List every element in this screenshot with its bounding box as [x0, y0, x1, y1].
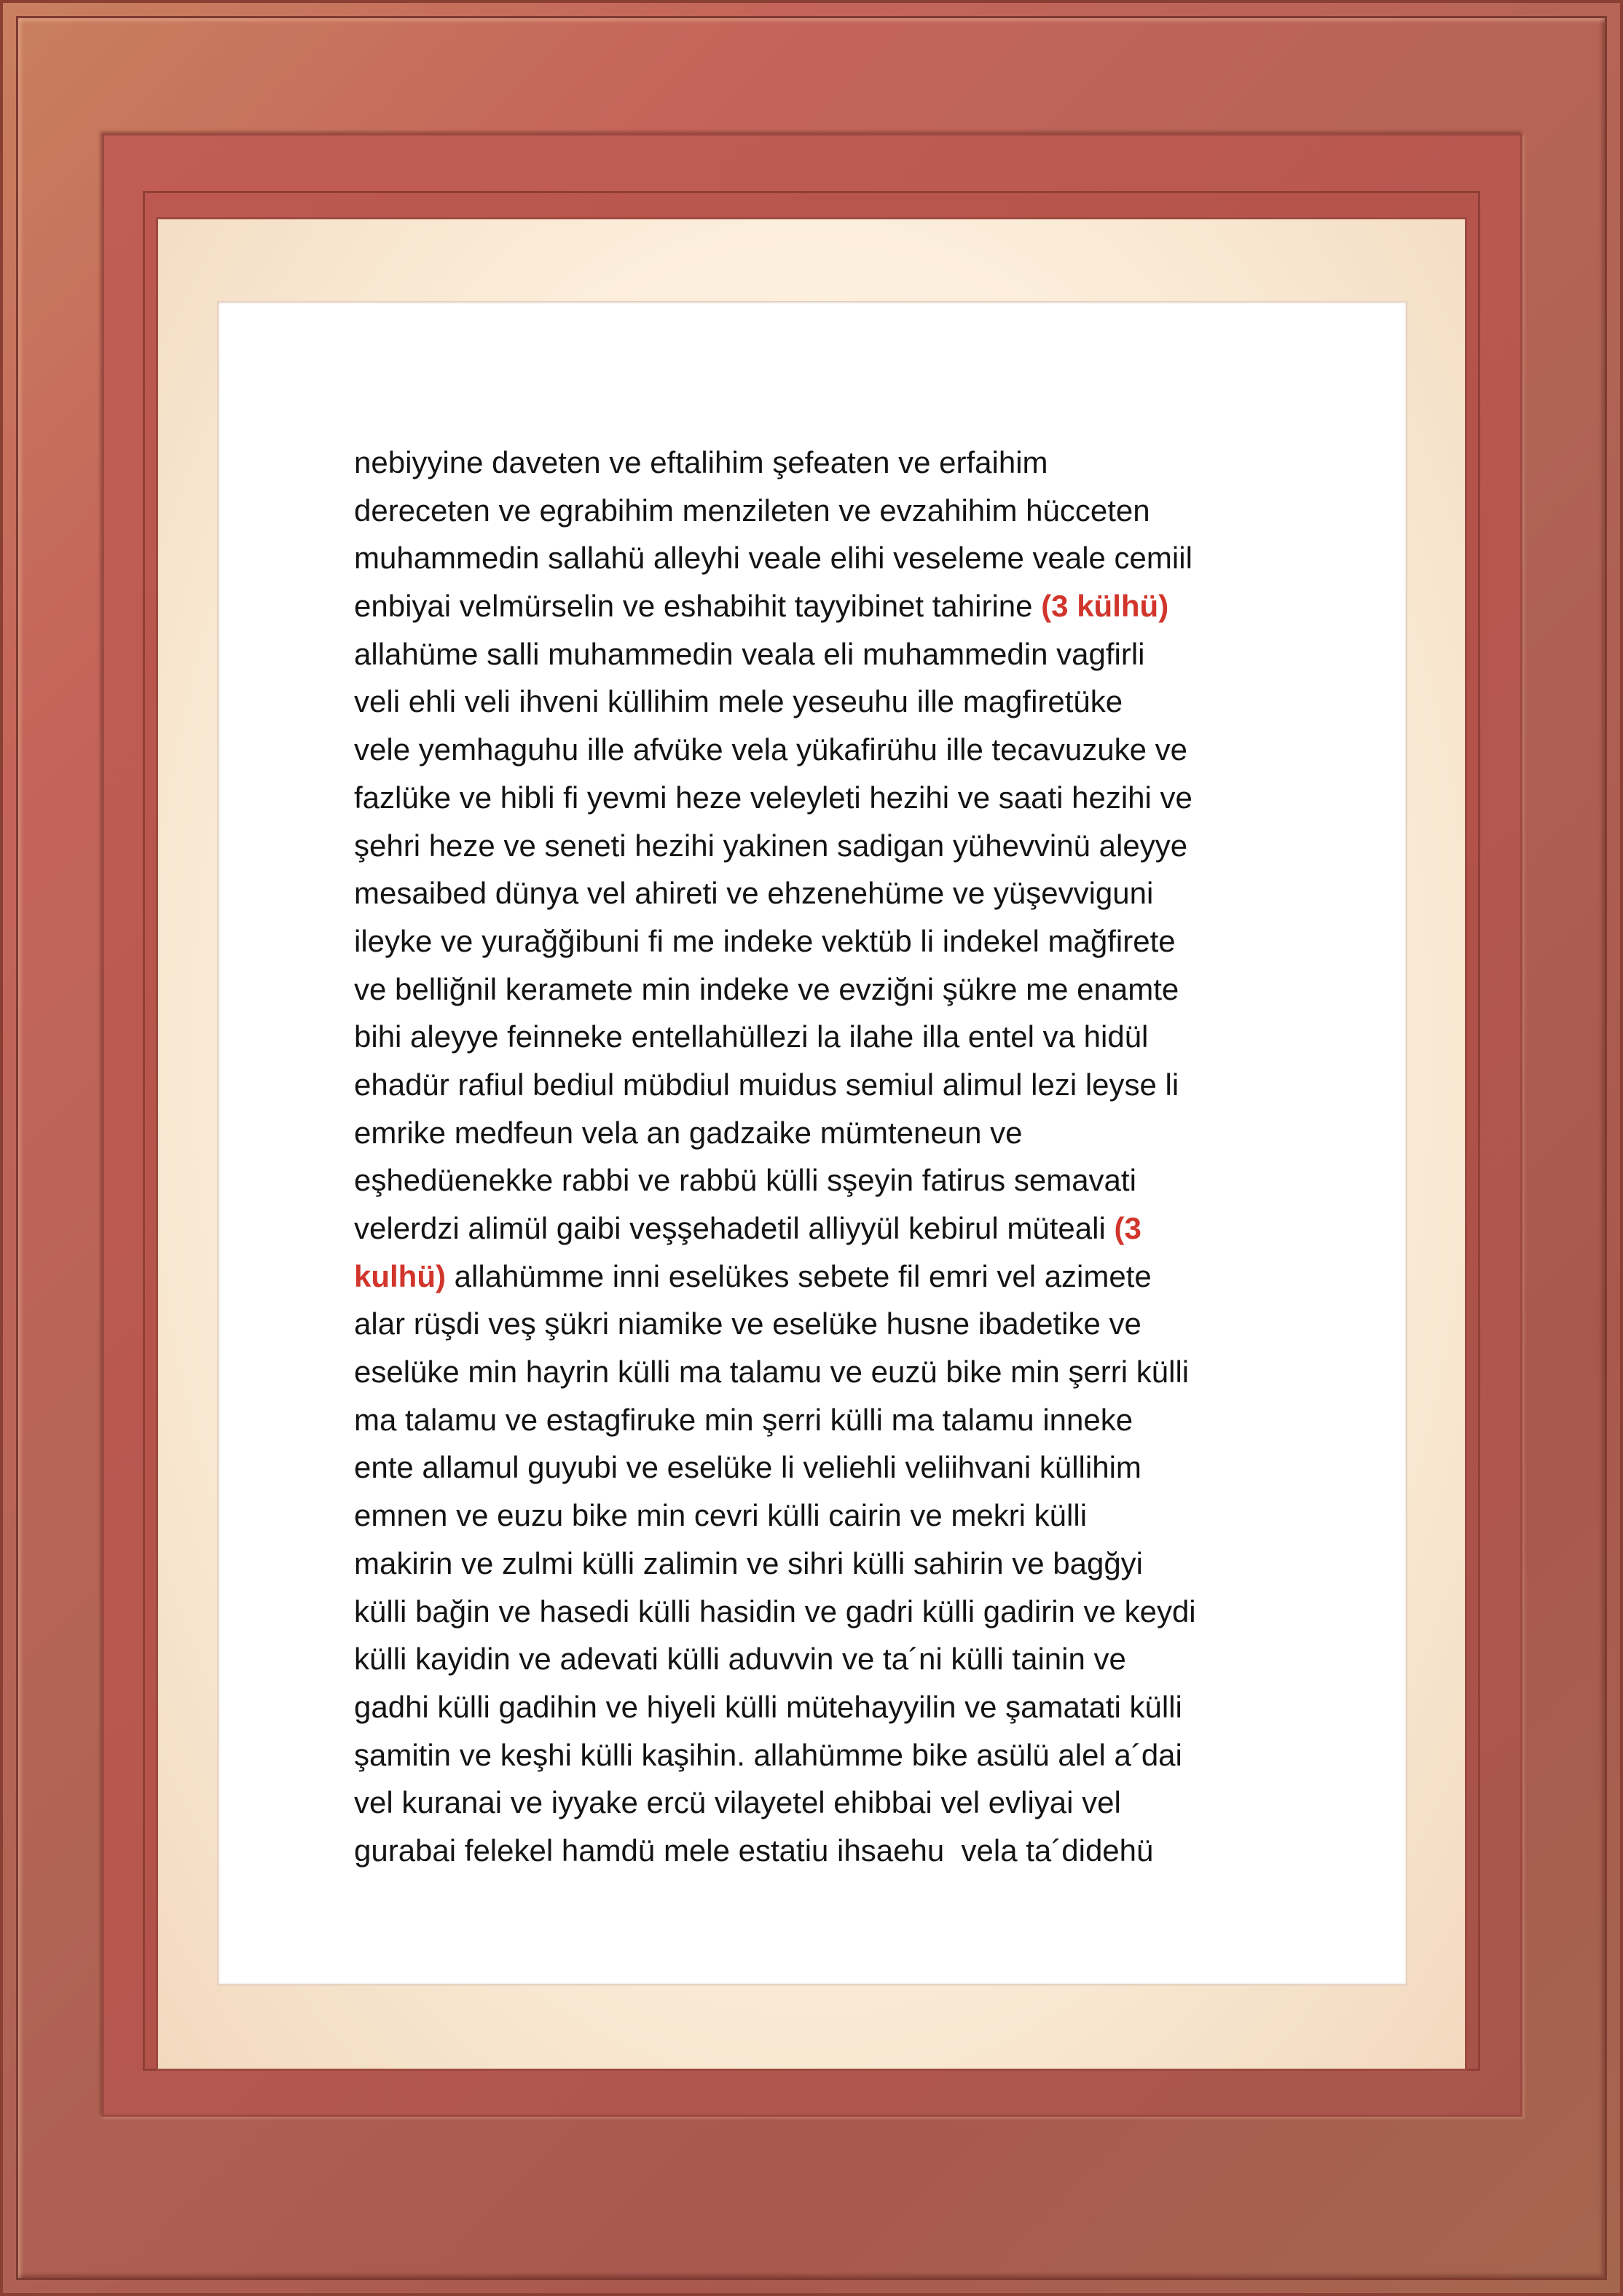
text-line: muhammedin sallahü alleyhi veale elihi veseleme veale cemiil: [354, 541, 1192, 576]
text-line: veli ehli veli ihveni küllihim mele yeseuhu ille magfiretüke: [354, 684, 1123, 719]
text-line: külli kayidin ve adevati külli aduvvin ve ta´ni külli tainin ve: [354, 1642, 1126, 1677]
text-line: gadhi külli gadihin ve hiyeli külli mütehayyilin ve şamatati külli: [354, 1689, 1182, 1724]
text-line: alar rüşdi veş şükri niamike ve eselüke husne ibadetike ve: [354, 1306, 1141, 1341]
text-line: eşhedüenekke rabbi ve rabbü külli sşeyin fatirus semavati: [354, 1163, 1136, 1198]
text-line: şamitin ve keşhi külli kaşihin. allahümme bike asülü alel a´dai: [354, 1737, 1182, 1772]
text-line: vele yemhaguhu ille afvüke vela yükafirühu ille tecavuzuke ve: [354, 732, 1187, 767]
text-line: makirin ve zulmi külli zalimin ve sihri külli sahirin ve bagğyi: [354, 1545, 1144, 1580]
text-line: kulhü) allahümme inni eselükes sebete fil emri vel azimete: [354, 1258, 1152, 1293]
text-line: şehri heze ve seneti hezihi yakinen sadigan yühevvinü aleyye: [354, 828, 1188, 863]
text-line: gurabai felekel hamdü mele estatiu ihsaehu vela ta´didehü: [354, 1833, 1154, 1868]
text-line: külli bağin ve hasedi külli hasidin ve gadri külli gadirin ve keydi: [354, 1594, 1196, 1629]
text-line: ileyke ve yurağğibuni fi me indeke vektüb li indekel mağfirete: [354, 923, 1176, 958]
repeat-marker: (3: [1114, 1211, 1141, 1245]
text-line: vel kuranai ve iyyake ercü vilayetel ehibbai vel evliyai vel: [354, 1785, 1121, 1820]
text-line: fazlüke ve hibli fi yevmi heze veleyleti hezihi ve saati hezihi ve: [354, 780, 1192, 815]
repeat-marker: (3 külhü): [1041, 589, 1169, 624]
text-line: nebiyyine daveten ve eftalihim şefeaten ve erfaihim: [354, 445, 1048, 479]
text-line: eselüke min hayrin külli ma talamu ve euzü bike min şerri külli: [354, 1355, 1190, 1390]
text-line: emnen ve euzu bike min cevri külli cairin ve mekri külli: [354, 1498, 1088, 1533]
text-line: allahüme salli muhammedin veala eli muhammedin vagfirli: [354, 636, 1145, 671]
text-line: emrike medfeun vela an gadzaike mümteneun ve: [354, 1115, 1023, 1150]
text-line: enbiyai velmürselin ve eshabihit tayyibinet tahirine (3 külhü): [354, 589, 1169, 624]
text-line: ve belliğnil keramete min indeke ve evziğni şükre me enamte: [354, 971, 1179, 1006]
text-line: velerdzi alimül gaibi veşşehadetil alliyyül kebirul müteali (3: [354, 1211, 1141, 1245]
text-line: mesaibed dünya vel ahireti ve ehzenehüme ve yüşevviguni: [354, 876, 1154, 911]
text-line: bihi aleyye feinneke entellahüllezi la ilahe illa entel va hidül: [354, 1019, 1149, 1054]
prayer-text: [354, 439, 1301, 1875]
text-line: ente allamul guyubi ve eselüke li veliehli veliihvani küllihim: [354, 1450, 1141, 1485]
text-line: ma talamu ve estagfiruke min şerri külli ma talamu inneke: [354, 1402, 1133, 1437]
repeat-marker: kulhü): [354, 1258, 446, 1293]
text-line: dereceten ve egrabihim menzileten ve evzahihim hücceten: [354, 493, 1150, 528]
text-line: ehadür rafiul bediul mübdiul muidus semiul alimul lezi leyse li: [354, 1067, 1179, 1102]
